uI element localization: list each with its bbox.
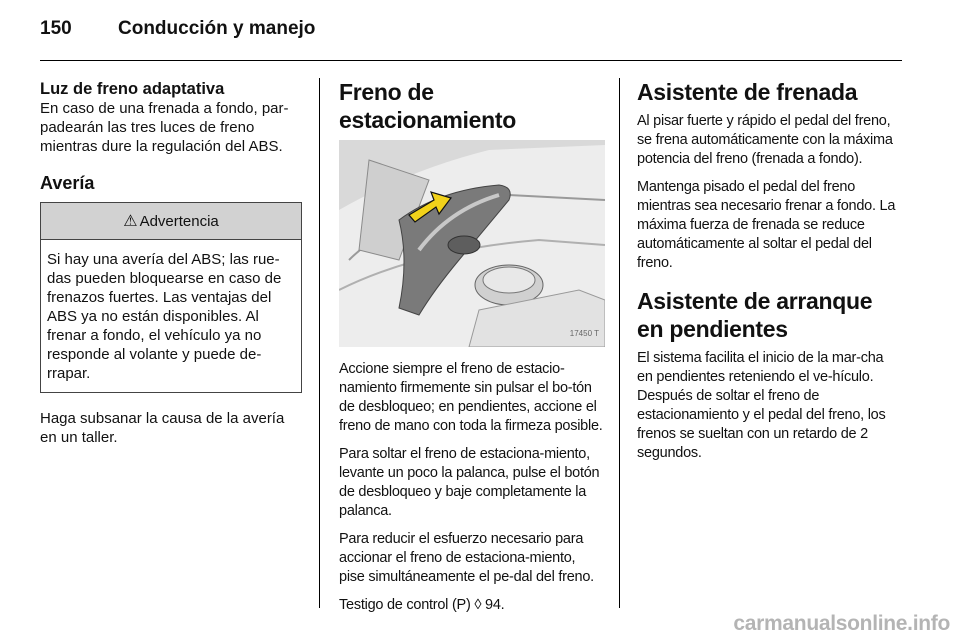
warning-box xyxy=(40,202,302,393)
column-parking-brake xyxy=(339,78,604,624)
hill-start-assist-text: El sistema facilita el inicio de la mar-cha en pendientes reteniendo el ve-hículo. Después de soltar el freno de estacionamiento y el pedal del freno, los frenos se sueltan con un retardo de 2 segundos. xyxy=(637,350,886,461)
section-heading-adaptive-brake-light: Luz de freno adaptativa xyxy=(40,80,225,98)
page-number: 150 xyxy=(40,18,72,39)
fault-repair-text: Haga subsanar la causa de la avería en un taller. xyxy=(40,410,285,446)
subheading-fault: Avería xyxy=(40,173,95,193)
figure-number: 17450 T xyxy=(569,329,599,338)
parking-brake-illustration xyxy=(339,140,605,347)
parking-brake-text-release: Para soltar el freno de estaciona-miento, levante un poco la palanca, pulse el botón de desbloqueo y baje completamente la palanca. xyxy=(339,446,600,519)
column-brake-assist xyxy=(637,78,902,472)
parking-brake-indicator-icon: (P) xyxy=(451,597,471,613)
adaptive-brake-light-text: En caso de una frenada a fondo, par-padearán las tres luces de freno mientras dure la regulación del ABS. xyxy=(40,100,289,155)
page-reference-icon: ◊ xyxy=(474,597,482,613)
warning-triangle-icon: ⚠ xyxy=(123,212,138,230)
page-reference-link[interactable]: 94. xyxy=(485,597,505,613)
page-header xyxy=(40,18,315,40)
control-indicator-label: Testigo de control xyxy=(339,597,449,613)
brake-assist-text-1: Al pisar fuerte y rápido el pedal del freno, se frena automáticamente con la máxima potencia del freno (frenada a fondo). xyxy=(637,113,893,167)
brake-assist-text-2: Mantenga pisado el pedal del freno mientras sea necesario frenar a fondo. La máxima fuerza de frenada se reduce automáticamente al soltar el pedal del freno. xyxy=(637,179,896,271)
watermark: carmanualsonline.info xyxy=(733,612,950,635)
section-heading-brake-assist: Asistente de frenada xyxy=(637,79,858,105)
warning-title: Advertencia xyxy=(139,212,219,230)
control-indicator-reference xyxy=(339,596,604,615)
column-adaptive-brake-light xyxy=(40,80,305,456)
warning-text: Si hay una avería del ABS; las rue-das pueden bloquearse en caso de frenazos fuertes. Las ventajas del ABS ya no están disponibles. Al frenar a fondo, el vehículo ya no responde al volante y puede de-rrapar. xyxy=(47,251,282,382)
parking-brake-text-apply: Accione siempre el freno de estacio-namiento firmemente sin pulsar el bo-tón de desbloqueo; en pendientes, accione el freno de mano con toda la firmeza posible. xyxy=(339,361,603,434)
section-heading-parking-brake: Freno de estacionamiento xyxy=(339,79,516,133)
column-divider-2 xyxy=(619,78,620,608)
section-heading-hill-start-assist: Asistente de arranque en pendientes xyxy=(637,288,873,342)
warning-header xyxy=(41,203,301,240)
parking-brake-text-reduce-effort: Para reducir el esfuerzo necesario para accionar el freno de estaciona-miento, pise simultáneamente el pe-dal del freno. xyxy=(339,531,594,585)
page-title: Conducción y manejo xyxy=(118,18,316,39)
header-rule xyxy=(40,60,902,61)
parking-brake-lever-drawing xyxy=(339,140,605,347)
column-divider-1 xyxy=(319,78,320,608)
